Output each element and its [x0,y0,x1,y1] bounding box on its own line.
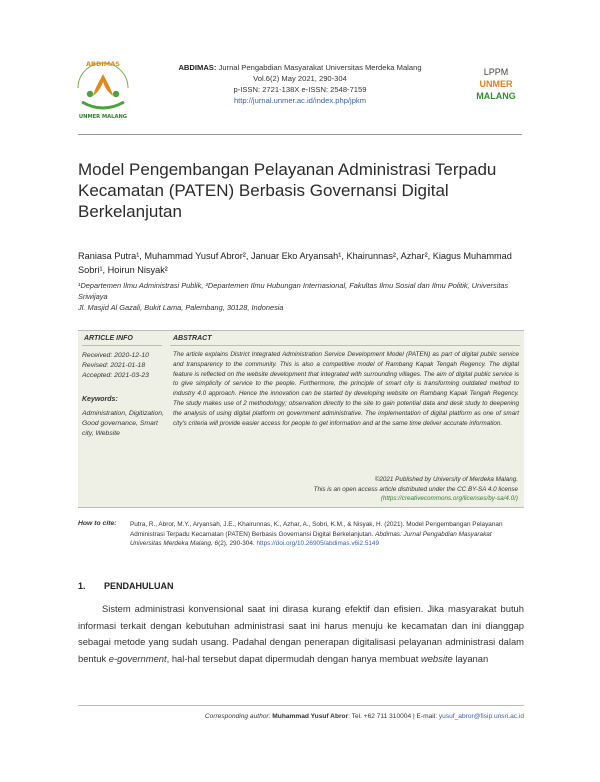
citation-pages: (2), 290-304. [218,540,257,548]
body-text-mid: , hal-hal tersebut dapat dipermudah dengan hanya membuat [166,652,421,664]
body-term-egov: e-government [108,652,167,664]
citation-journal: Abdimas: Jurnal Pengabdian Masyarakat Universitas Merdeka Malang, 6 [130,530,492,548]
keywords-list: Administration, Digitization, Good governance, Smart city, Website [82,410,164,437]
affiliations [78,280,528,313]
abstract-heading: ABSTRACT [173,335,212,342]
logo-figure-left [87,91,93,97]
journal-short-name: ABDIMAS: [178,63,217,72]
journal-volume: Vol.6(2) May 2021, 290-304 [253,74,347,83]
logo-text-top: ABDIMAS [86,60,120,68]
lppm-line-3: MALANG [476,91,516,101]
journal-name-line [140,62,460,73]
journal-header [140,62,460,106]
keywords-heading: Keywords: [82,396,118,403]
footer-label: Corresponding author: [204,713,273,720]
footer-divider [78,705,524,706]
body-term-website: website [420,652,453,664]
article-info-heading: ARTICLE INFO [84,335,133,342]
footer-author-name: Muhammad Yusuf Abror [272,713,349,720]
corresponding-author-footer [100,713,524,720]
lppm-line-1: LPPM [483,67,509,77]
logo-figure-right [113,91,119,97]
body-text-end: layanan [452,652,489,664]
license-notice [250,475,518,504]
lppm-label [466,66,526,102]
logo-swoosh [82,102,124,108]
journal-full-name: Jurnal Pengabdian Masyarakat Universitas Merdeka Malang [216,63,422,72]
footer-tel: : Tel. +62 711 310004 [348,713,412,720]
lppm-line-2: UNMER [479,79,513,89]
logo-text-bottom: UNMER MALANG [78,114,128,120]
journal-url-link[interactable]: http://jurnal.unmer.ac.id/index.php/jpkm [233,96,367,105]
logo-flame [93,74,113,96]
journal-issn: p-ISSN: 2721-138X e-ISSN: 2548-7159 [233,85,367,94]
citation-text [130,520,522,549]
article-title: Model Pengembangan Pelayanan Administrasi Terpadu Kecamatan (PATEN) Berbasis Governansi Digital Berkelanjutan [78,160,497,221]
section-number: 1. [78,581,86,591]
received-date: Received: 2020-12-10 [82,352,149,359]
copyright-line: ©2021 Published by University of Merdeka Malang. [374,476,518,483]
journal-logo [68,52,138,122]
article-dates [82,351,168,381]
body-paragraph [78,601,524,667]
license-link[interactable]: (https://creativecommons.org/licenses/by-sa/4.0/) [380,495,518,503]
section-title: PENDAHULUAN [104,581,174,591]
affiliation-departments: ¹Departemen Ilmu Administrasi Publik, ²Departemen Ilmu Hubungan Internasional, Fakultas Ilmu Sosial dan Ilmu Politik, Universitas Sriwijaya [78,281,509,301]
license-line: This is an open access article distributed under the CC BY-SA 4.0 license [313,485,518,493]
article-info-divider [82,345,162,346]
header-divider [78,134,522,135]
abstract-text: The article explains District Integrated Administration Service Development Model (PATEN) as part of digital public service and transparency to the community. This is also a competitive model of Rambang Kapak Tengah Regency. The digital feature is reflected on the website development that integrated with surrounding villages. The aim of digital public service is to give simplicity of service to the people. Furthermore, the principle of smart city is transforming outdated method to industry 4.0 approach. Hence the innovation can be started by developing website on Rambang Kapak Tengah Regency. The study makes use of 2 methodology; observation directly to the site to gain potential data and desk study to deepening the analysis of using digital platform on government administrative. The implementation of digital platform as one of smart city's criteria will provide easier access for people to get information and at the same time deliver accurate information. [173,351,519,427]
footer-sep: | E-mail: [411,713,439,720]
author-list: Raniasa Putra¹, Muhammad Yusuf Abror², Januar Eko Aryansah¹, Khairunnas², Azhar², Kiagus Muhammad Sobri¹, Hoirun Nisyak² [78,251,512,275]
affiliation-address: Jl. Masjid Al Gazali, Bukit Lama, Palembang, 30128, Indonesia [78,303,284,312]
footer-email-link[interactable]: yusuf_abror@fisip.unsri.ac.id [438,713,524,720]
citation-doi-link[interactable]: https://doi.org/10.26905/abdimas.v6i2.5149 [256,540,380,548]
cite-label: How to cite: [78,520,117,527]
abstract-divider [170,345,520,346]
body-text-start: Sistem administrasi konvensional saat ini dirasa kurang efektif dan efisien. Jika masyarakat butuh informasi terkait dengan kebutuhan administrasi saat ini harus menuju ke kecamatan dan ini dianggap sebagai metode yang sudah usang. Padahal dengan penerapan digitalisasi pelayanan administrasi dalam bentuk [78,603,524,664]
citation-body: Putra, R., Abror, M.Y., Aryansah, J.E., Khairunnas, K., Azhar, A., Sobri, K.M., & Nisyak, H. (2021). Model Pengembangan Pelayanan Administrasi Terpadu Kecamatan (PATEN) Berbasis Governansi Digital Berkelanjutan. [130,521,503,538]
accepted-date: Accepted: 2021-03-23 [82,372,149,379]
revised-date: Revised: 2021-01-18 [82,362,146,369]
